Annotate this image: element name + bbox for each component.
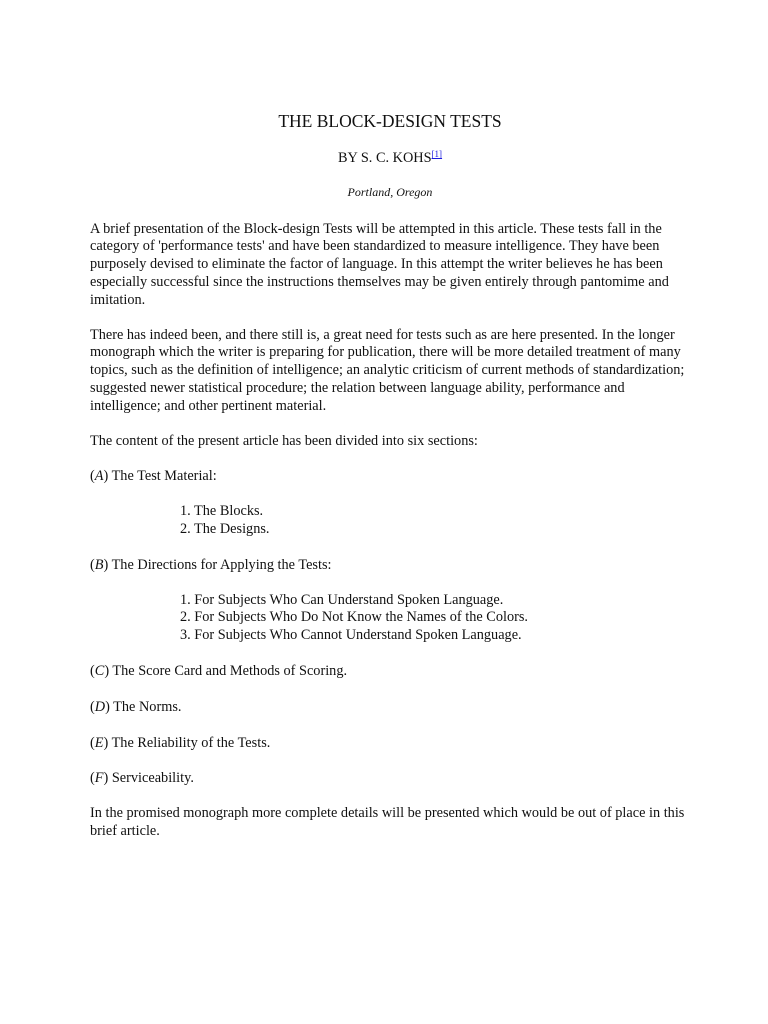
section-letter: A [94, 468, 104, 485]
list-item: 2. For Subjects Who Do Not Know the Names of the Colors. [180, 609, 528, 626]
list-item: 1. For Subjects Who Can Understand Spoken Language. [180, 591, 504, 608]
article [90, 110, 690, 841]
location: Portland, Oregon [347, 184, 433, 199]
paragraph-content: The content of the present article has been divided into six sections: [90, 432, 478, 449]
section-list [180, 503, 690, 539]
section-d [90, 699, 690, 717]
section-letter: D [94, 698, 106, 715]
paragraph-need: There has indeed been, and there still is, a great need for tests such as are here presented. In the longer monograph which the writer is preparing for publication, there will be more detailed treatment of many topics, such as the definition of intelligence; an analytic criticism of current methods of standardization; suggested newer statistical procedure; the relation between language ability, performance and intelligence; and other pertinent material. [90, 326, 685, 414]
footnote-marker [432, 149, 443, 159]
paragraph-intro: A brief presentation of the Block-design Tests will be attempted in this article. These tests fall in the category of 'performance tests' and have been standardized to measure intelligence. They have been purposely devised to eliminate the factor of language. In this attempt the writer believes he has been especially successful since the instructions themselves may be given entirely through pantomime and imitation. [90, 220, 669, 308]
list-item: 1. The Blocks. [180, 503, 264, 520]
footnote-link[interactable]: [1] [431, 149, 443, 159]
section-title: The Score Card and Methods of Scoring. [112, 662, 348, 679]
section-heading: (E) The Reliability of the Tests. [90, 734, 271, 751]
article-title: THE BLOCK-DESIGN TESTS [278, 111, 502, 131]
section-heading: (D) The Norms. [90, 698, 182, 715]
section-heading: (B) The Directions for Applying the Tests: [90, 556, 332, 573]
list-item: 2. The Designs. [180, 520, 270, 537]
section-a [90, 468, 690, 538]
section-title: The Norms. [113, 698, 182, 715]
section-list [180, 592, 690, 645]
section-c [90, 663, 690, 681]
section-letter: F [94, 770, 104, 787]
section-b [90, 557, 690, 645]
section-letter: C [94, 662, 105, 679]
author-name: BY S. C. KOHS [337, 150, 432, 166]
paragraph-closing: In the promised monograph more complete details will be presented which would be out of place in this brief article. [90, 805, 685, 839]
byline [90, 150, 690, 168]
section-heading: (C) The Score Card and Methods of Scoring. [90, 662, 348, 679]
section-title: The Reliability of the Tests. [111, 734, 271, 751]
section-letter: E [94, 734, 104, 751]
section-title: The Directions for Applying the Tests: [111, 556, 332, 573]
section-title: The Test Material: [111, 468, 217, 485]
section-e [90, 735, 690, 753]
section-title: Serviceability. [111, 770, 194, 787]
section-f [90, 770, 690, 788]
section-letter: B [94, 556, 104, 573]
section-heading: (A) The Test Material: [90, 468, 217, 485]
section-heading: (F) Serviceability. [90, 770, 194, 787]
list-item: 3. For Subjects Who Cannot Understand Spoken Language. [180, 627, 522, 644]
